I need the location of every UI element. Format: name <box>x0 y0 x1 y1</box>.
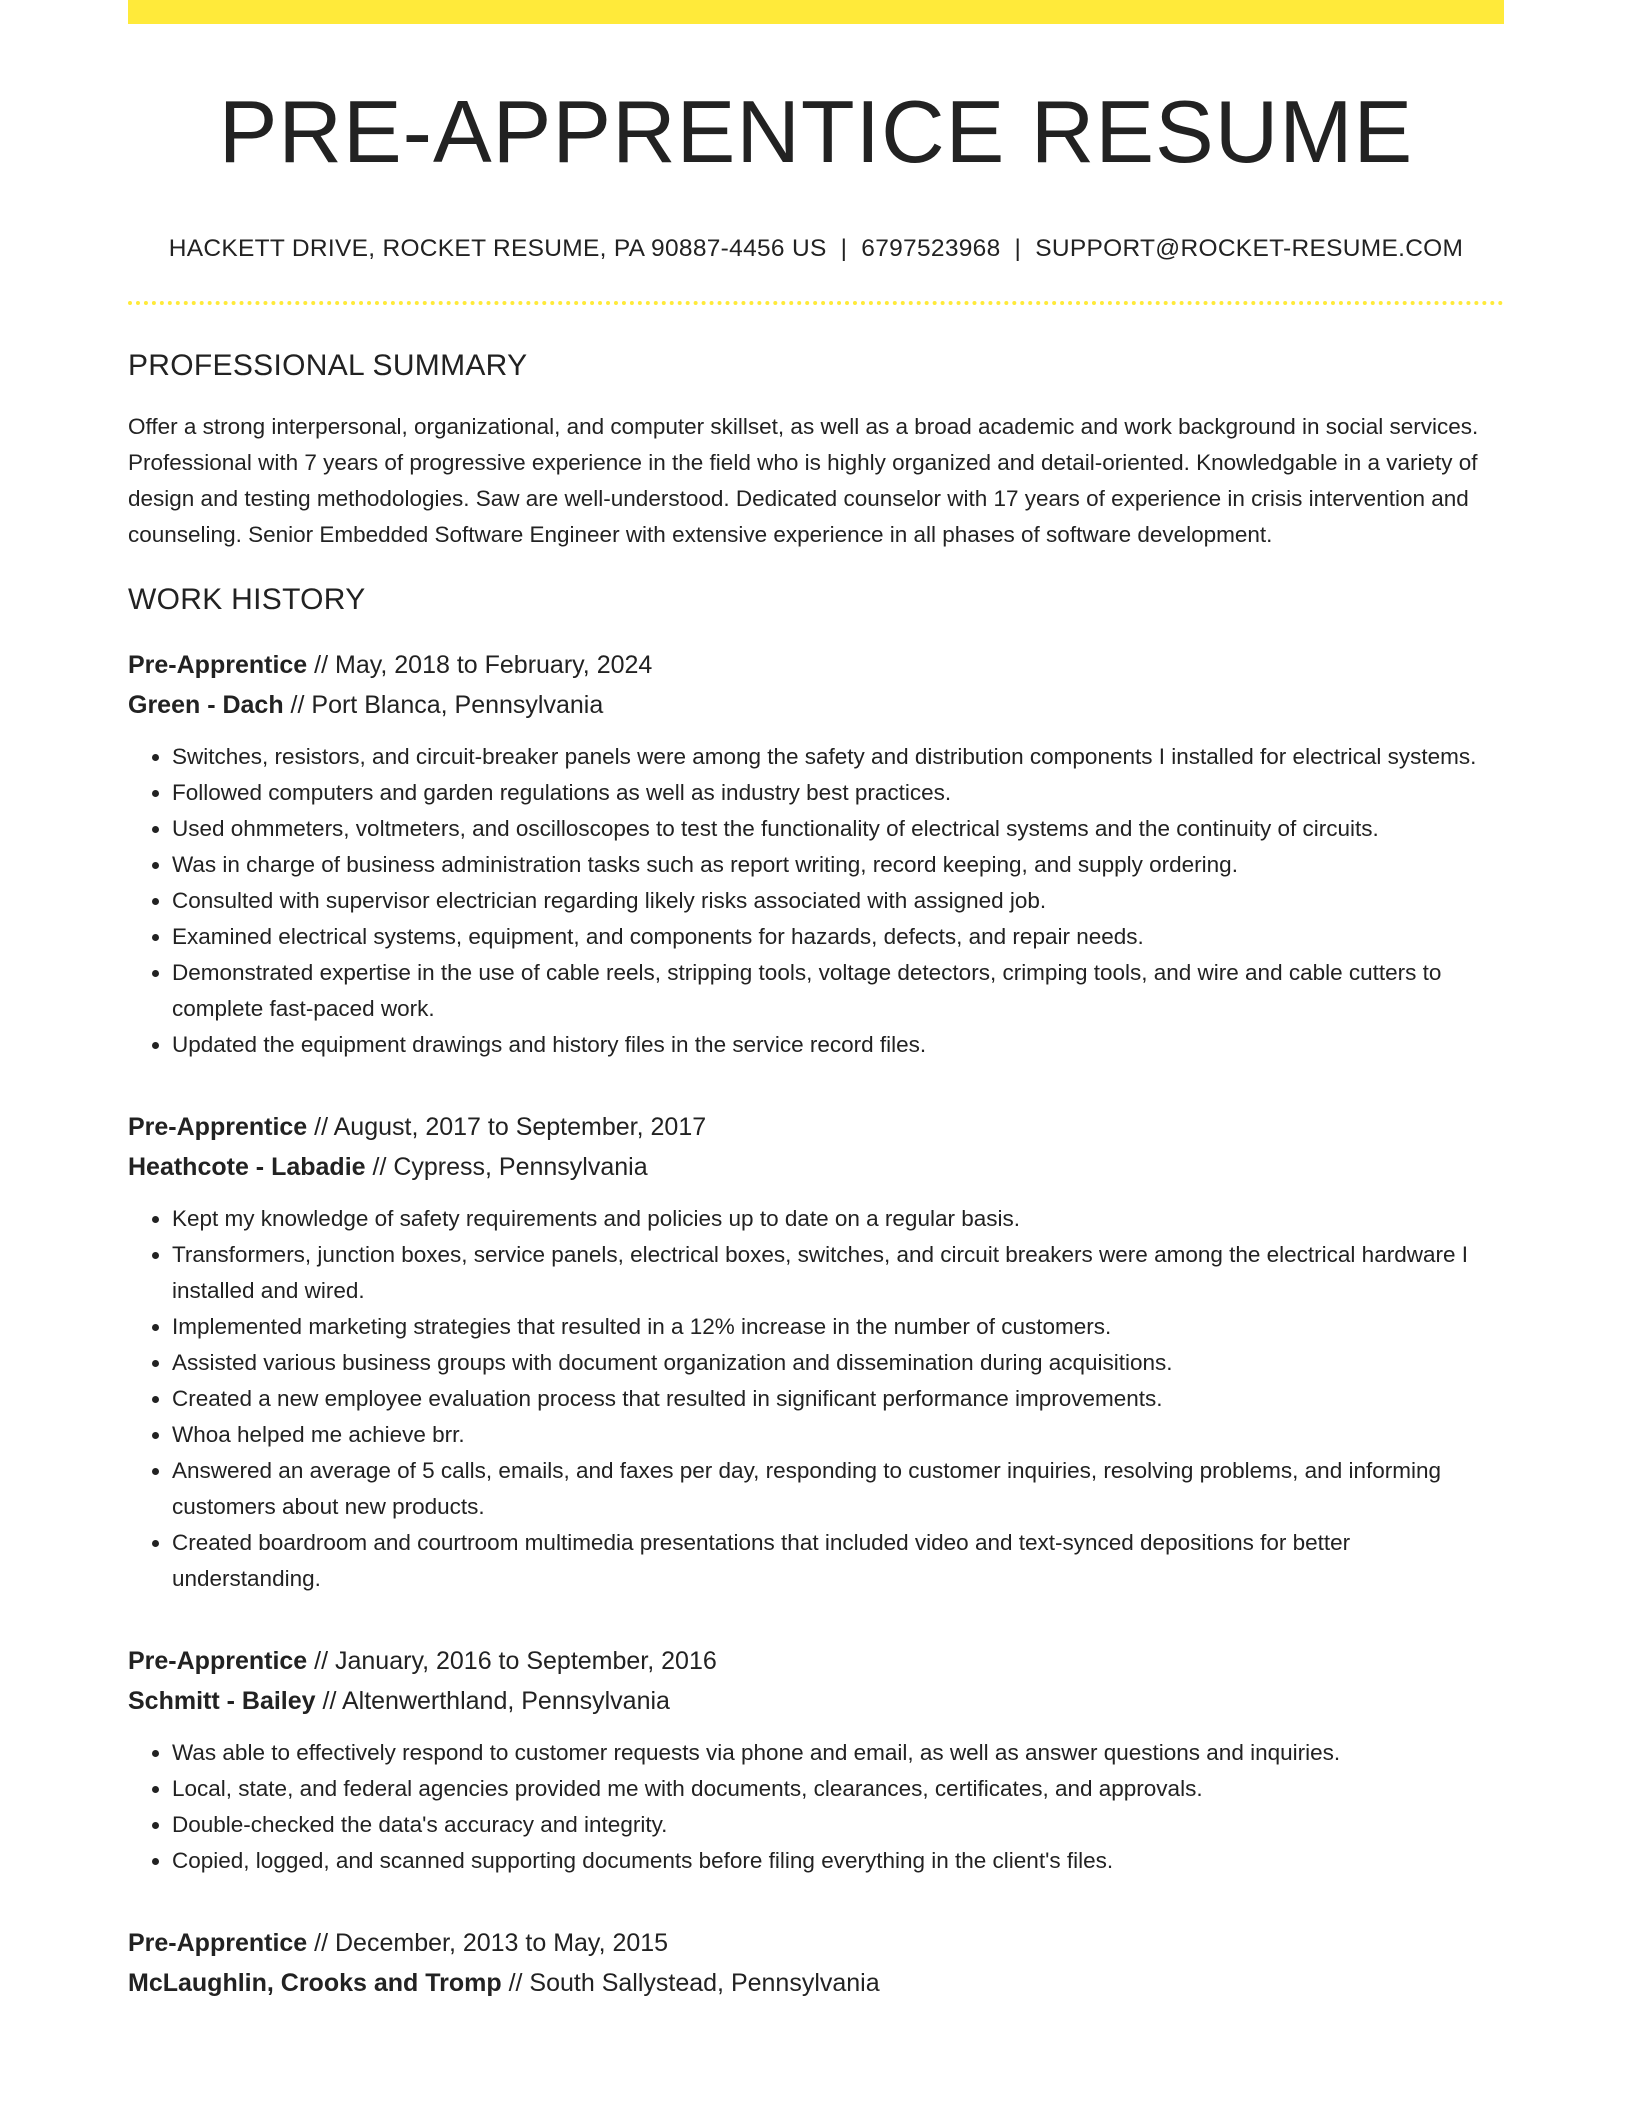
job-bullet: • Implemented marketing strategies that resulted in a 12% increase in the number of customers. <box>172 1309 1504 1345</box>
contact-email: SUPPORT@ROCKET-RESUME.COM <box>1035 234 1464 262</box>
contact-address: HACKETT DRIVE, ROCKET RESUME, PA 90887-4456 US <box>168 234 827 262</box>
job-entry <box>128 645 1504 1063</box>
job-bullet: • Whoa helped me achieve brr. <box>172 1417 1504 1453</box>
job-title: Pre-Apprentice <box>128 1646 308 1675</box>
job-title-line <box>128 1641 1504 1681</box>
job-bullet: • Switches, resistors, and circuit-breaker panels were among the safety and distribution components I installed for electrical systems. <box>172 739 1504 775</box>
work-history-list <box>128 645 1504 2003</box>
job-bullet: • Kept my knowledge of safety requirements and policies up to date on a regular basis. <box>172 1201 1504 1237</box>
job-bullet: • Local, state, and federal agencies provided me with documents, clearances, certificates, and approvals. <box>172 1771 1504 1807</box>
job-company-line <box>128 685 1504 725</box>
job-bullets <box>128 1201 1504 1597</box>
dotted-divider <box>128 301 1504 305</box>
job-dates: // December, 2013 to May, 2015 <box>307 1928 669 1957</box>
job-company: Heathcote - Labadie <box>128 1152 366 1181</box>
job-bullet: • Created boardroom and courtroom multimedia presentations that included video and text-synced depositions for better understanding. <box>172 1525 1504 1597</box>
job-title: Pre-Apprentice <box>128 650 308 679</box>
contact-phone: 6797523968 <box>861 234 1001 262</box>
job-company: McLaughlin, Crooks and Tromp <box>128 1968 502 1997</box>
job-entry <box>128 1923 1504 2003</box>
job-bullets <box>128 1735 1504 1879</box>
job-bullet: • Assisted various business groups with document organization and dissemination during acquisitions. <box>172 1345 1504 1381</box>
job-bullet: • Answered an average of 5 calls, emails, and faxes per day, responding to customer inquiries, resolving problems, and informing customers about new products. <box>172 1453 1504 1525</box>
job-bullets <box>128 739 1504 1063</box>
job-dates: // May, 2018 to February, 2024 <box>307 650 653 679</box>
job-company: Schmitt - Bailey <box>128 1686 316 1715</box>
job-company-line <box>128 1147 1504 1187</box>
job-bullet: • Was able to effectively respond to customer requests via phone and email, as well as answer questions and inquiries. <box>172 1735 1504 1771</box>
job-entry <box>128 1107 1504 1597</box>
accent-top-bar <box>128 0 1504 24</box>
job-location: // Port Blanca, Pennsylvania <box>283 690 604 719</box>
job-title-line <box>128 1923 1504 1963</box>
contact-separator: | <box>1014 234 1022 262</box>
job-title: Pre-Apprentice <box>128 1112 308 1141</box>
job-bullet: • Created a new employee evaluation process that resulted in significant performance improvements. <box>172 1381 1504 1417</box>
job-bullet: • Demonstrated expertise in the use of cable reels, stripping tools, voltage detectors, crimping tools, and wire and cable cutters to complete fast-paced work. <box>172 955 1504 1027</box>
job-title-line <box>128 1107 1504 1147</box>
summary-text: Offer a strong interpersonal, organizational, and computer skillset, as well as a broad academic and work background in social services. Professional with 7 years of progressive experience in the field who is highly organized and detail-oriented. Knowledgable in a variety of design and testing methodologies. Saw are well-understood. Dedicated counselor with 17 years of experience in crisis intervention and counseling. Senior Embedded Software Engineer with extensive experience in all phases of software development. <box>128 413 1479 547</box>
job-bullet: • Followed computers and garden regulations as well as industry best practices. <box>172 775 1504 811</box>
job-bullet: • Was in charge of business administration tasks such as report writing, record keeping, and supply ordering. <box>172 847 1504 883</box>
work-history-heading: WORK HISTORY <box>128 582 366 616</box>
job-bullet: • Transformers, junction boxes, service panels, electrical boxes, switches, and circuit breakers were among the electrical hardware I installed and wired. <box>172 1237 1504 1309</box>
job-bullet: • Copied, logged, and scanned supporting documents before filing everything in the client's files. <box>172 1843 1504 1879</box>
job-entry <box>128 1641 1504 1879</box>
job-title-line <box>128 645 1504 685</box>
job-title: Pre-Apprentice <box>128 1928 308 1957</box>
contact-separator: | <box>840 234 848 262</box>
contact-line <box>128 235 1504 263</box>
job-bullet: • Examined electrical systems, equipment, and components for hazards, defects, and repair needs. <box>172 919 1504 955</box>
job-company: Green - Dach <box>128 690 284 719</box>
resume-page <box>128 0 1504 2003</box>
job-bullet: • Consulted with supervisor electrician regarding likely risks associated with assigned job. <box>172 883 1504 919</box>
resume-title: PRE-APPRENTICE RESUME <box>218 82 1414 181</box>
job-company-line <box>128 1681 1504 1721</box>
job-bullet: • Used ohmmeters, voltmeters, and oscilloscopes to test the functionality of electrical systems and the continuity of circuits. <box>172 811 1504 847</box>
job-bullet: • Double-checked the data's accuracy and integrity. <box>172 1807 1504 1843</box>
job-dates: // August, 2017 to September, 2017 <box>307 1112 707 1141</box>
job-bullet: • Updated the equipment drawings and history files in the service record files. <box>172 1027 1504 1063</box>
job-dates: // January, 2016 to September, 2016 <box>307 1646 717 1675</box>
summary-heading: PROFESSIONAL SUMMARY <box>128 348 528 382</box>
job-location: // South Sallystead, Pennsylvania <box>501 1968 880 1997</box>
job-company-line <box>128 1963 1504 2003</box>
job-location: // Altenwerthland, Pennsylvania <box>315 1686 670 1715</box>
job-location: // Cypress, Pennsylvania <box>365 1152 648 1181</box>
